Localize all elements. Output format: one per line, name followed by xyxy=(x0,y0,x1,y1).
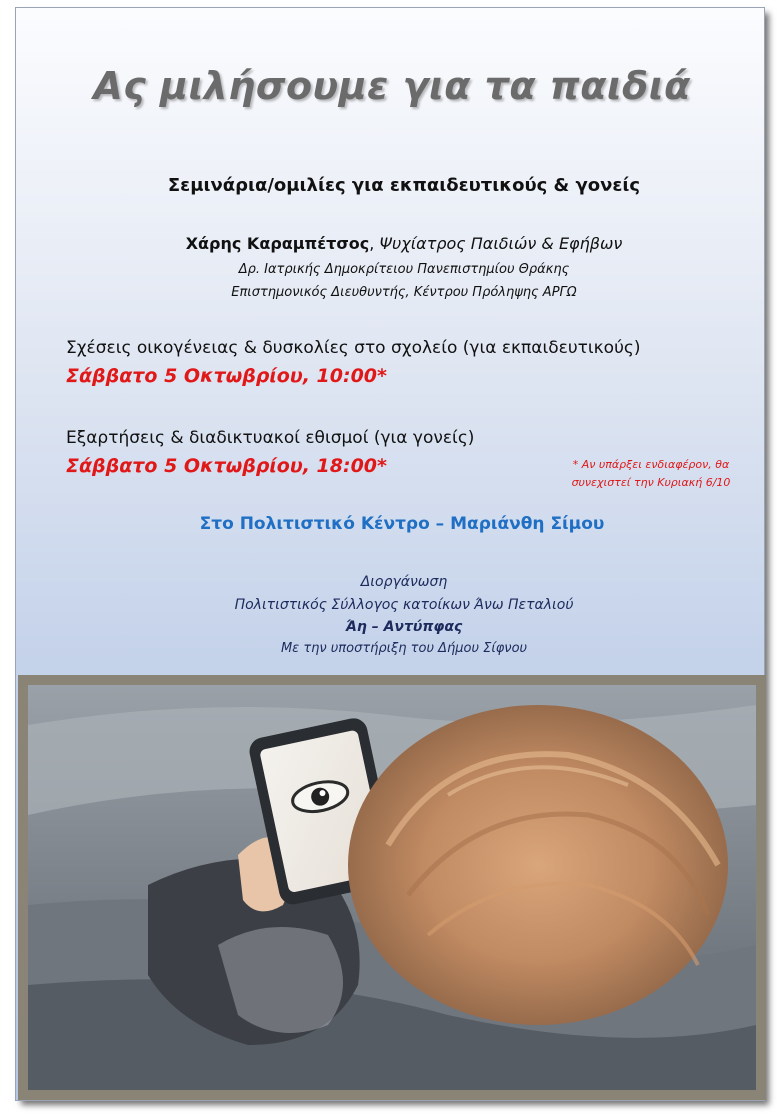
session-1-date: Σάββατο 5 Οκτωβρίου, 10:00* xyxy=(66,365,387,387)
child-with-phone-photo xyxy=(28,685,756,1090)
speaker-credential: Δρ. Ιατρικής Δημοκρίτειου Πανεπιστημίου Θράκης xyxy=(238,262,570,277)
venue: Στο Πολιτιστικό Κέντρο – Μαριάνθη Σίμου xyxy=(199,514,605,534)
note-line-1: * Αν υπάρξει ενδιαφέρον, θα xyxy=(572,458,730,471)
session-1-title: Σχέσεις οικογένειας & δυσκολίες στο σχολείο (για εκπαιδευτικούς) xyxy=(66,338,641,358)
speaker-role: Ψυχίατρος Παιδιών & Εφήβων xyxy=(379,234,623,253)
speaker-separator: , xyxy=(369,234,380,253)
poster-subtitle: Σεμινάρια/ομιλίες για εκπαιδευτικούς & γονείς xyxy=(167,175,641,196)
organization-association: Πολιτιστικός Σύλλογος κατοίκων Άνω Πεταλιού xyxy=(234,597,574,613)
session-2-date: Σάββατο 5 Οκτωβρίου, 18:00* xyxy=(66,455,387,477)
photo-illustration xyxy=(28,685,756,1090)
speaker-position: Επιστημονικός Διευθυντής, Κέντρου Πρόληψης ΑΡΓΩ xyxy=(231,285,577,300)
continuation-note xyxy=(540,456,762,492)
organization-place: Άη – Αντύπφας xyxy=(345,619,463,635)
organization-label: Διοργάνωση xyxy=(360,574,448,590)
speaker-line xyxy=(0,234,784,253)
photo-frame xyxy=(18,675,766,1100)
note-line-2: συνεχιστεί την Κυριακή 6/10 xyxy=(571,476,731,489)
poster-title: Ας μιλήσουμε για τα παιδιά xyxy=(93,64,691,108)
session-2-title: Εξαρτήσεις & διαδικτυακοί εθισμοί (για γονείς) xyxy=(66,428,475,448)
organization-support: Με την υποστήριξη του Δήμου Σίφνου xyxy=(280,641,528,656)
speaker-name: Χάρης Καραμπέτσος xyxy=(185,234,370,253)
